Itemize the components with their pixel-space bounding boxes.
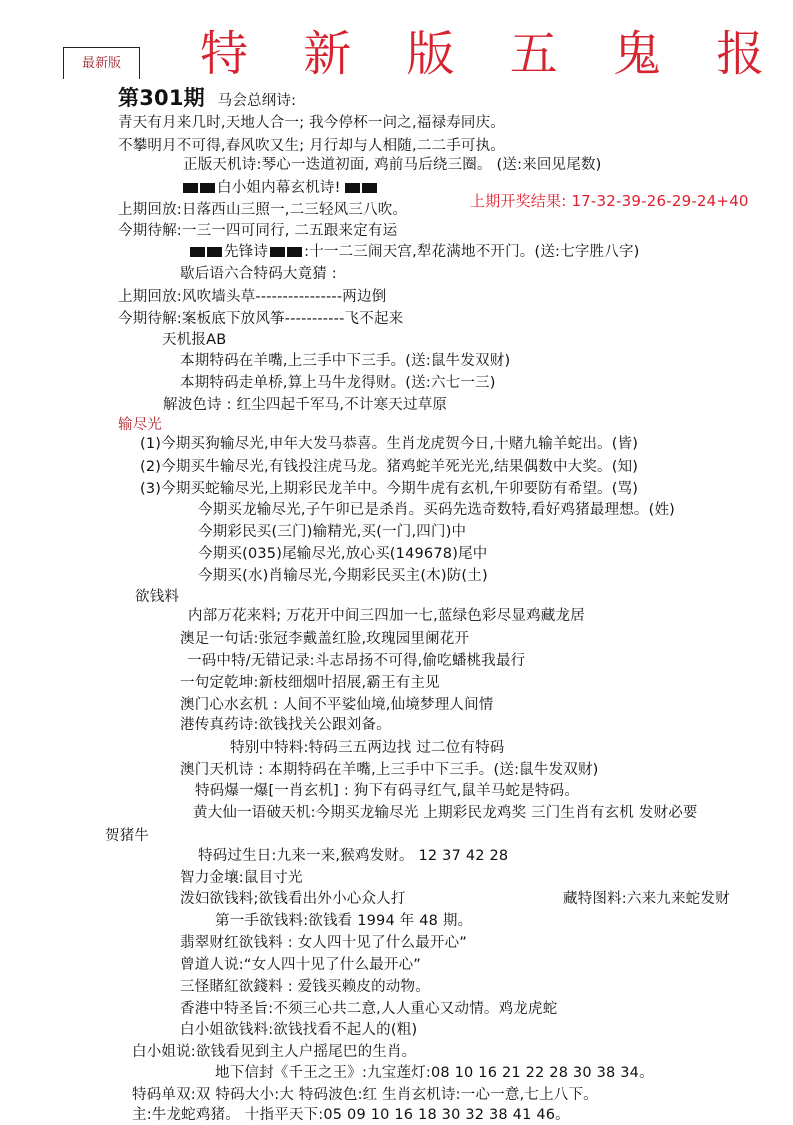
money-item: 澳足一句话:张冠李戴盖红脸,玫瑰园里阑花开 <box>180 631 470 647</box>
money-item: 特别中特料:特码三五两边找 过二位有特码 <box>230 740 505 756</box>
double-bar-icon <box>183 183 198 193</box>
money-item: 一句定乾坤:新枝细烟叶招展,霸王有主见 <box>180 675 440 691</box>
double-bar-icon <box>270 247 285 257</box>
tianji-ab-line: 本期特码在羊嘴,上三手中下三手。(送:鼠牛发双财) <box>180 353 511 369</box>
badge-label: 最新版 <box>82 56 122 71</box>
last-draw-result <box>470 191 749 211</box>
pioneer-poem <box>190 242 640 262</box>
lose-item: 今期买龙输尽光,子午卯已是杀肖。买码先选奇数特,看好鸡猪最理想。(姓) <box>198 502 676 518</box>
money-item: 澳门天机诗 : 本期特码在羊嘴,上三手中下三手。(送:鼠牛发双财) <box>180 762 599 778</box>
double-bar-icon <box>287 247 302 257</box>
money-item: 主:牛龙蛇鸡猪。 十指平天下:05 09 10 16 18 30 32 38 41 46。 <box>132 1107 570 1123</box>
poem-line: 青天有月来几时,天地人合一; 我今停杯一问之,福禄寿同庆。 <box>118 115 506 131</box>
money-item: 地下信封《千王之王》:九宝莲灯:08 10 16 21 22 28 30 38 34。 <box>215 1065 654 1081</box>
money-item: 白小姐欲钱料:欲钱找看不起人的(粗) <box>180 1022 418 1038</box>
current-to-solve: 今期待解:一三一四可同行, 二五跟来定有运 <box>118 223 398 239</box>
money-item: 贺猪牛 <box>105 828 150 844</box>
money-item: 香港中特圣旨:不须三心共二意,人人重心又动情。鸡龙虎蛇 <box>180 1001 558 1017</box>
money-item: 特码爆一爆[一肖玄机] : 狗下有码寻红气,鼠羊马蛇是特码。 <box>195 783 580 799</box>
lose-item: (3)今期买蛇输尽光,上期彩民龙羊中。今期牛虎有玄机,午卯要防有希望。(骂) <box>140 481 639 497</box>
double-bar-icon <box>200 183 215 193</box>
lose-item: (1)今期买狗输尽光,申年大发马恭喜。生肖龙虎贺今日,十赌九输羊蛇出。(皆) <box>140 436 639 452</box>
result-numbers: 17-32-39-26-29-24+40 <box>571 192 749 210</box>
money-item: 澳门心水玄机 : 人间不平娑仙境,仙境梦理人间情 <box>180 697 494 713</box>
money-item: 泼妇欲钱料;欲钱看出外小心众人打 <box>180 891 406 907</box>
money-item: 智力金壤:鼠目寸光 <box>180 870 303 886</box>
bai-xiaojie-poem-heading <box>183 178 379 198</box>
lose-item: 今期买(水)肖输尽光,今期彩民买主(木)防(土) <box>198 568 488 584</box>
money-item: 曾道人说:“女人四十见了什么最开心” <box>180 957 422 973</box>
heading-text: 白小姐内幕玄机诗! <box>217 180 341 196</box>
money-item: 一码中特/无错记录:斗志昂扬不可得,偷吃蟠桃我最行 <box>187 653 526 669</box>
issue-header <box>118 88 296 111</box>
money-item: 内部万花来料; 万花开中间三四加一七,蓝绿色彩尽显鸡藏龙居 <box>188 608 585 624</box>
page-title: 特 新 版 五 鬼 报 <box>200 26 785 82</box>
issue-subtitle: 马会总纲诗: <box>217 93 297 109</box>
money-item: 三怪賭紅欲錢料 : 爱钱买赖皮的动物。 <box>180 979 430 995</box>
tianji-ab-heading: 天机报AB <box>162 332 227 348</box>
money-item: 特码单双:双 特码大小:大 特码波色:红 生肖玄机诗:一心一意,七上八下。 <box>132 1087 598 1103</box>
wave-color-poem: 解波色诗 : 红尘四起千军马,不计寒天过草原 <box>163 397 448 413</box>
money-item: 黄大仙一语破天机:今期买龙输尽光 上期彩民龙鸡奖 三门生肖有玄机 发财必要 <box>193 805 698 821</box>
money-item: 藏特图料:六来九来蛇发财 <box>563 891 730 907</box>
lose-item: 今期彩民买(三门)输精光,买(一门,四门)中 <box>198 524 467 540</box>
result-label: 上期开奖结果: <box>470 192 567 210</box>
double-bar-icon <box>190 247 205 257</box>
double-bar-icon <box>362 183 377 193</box>
last-replay: 上期回放:日落西山三照一,二三轻风三八吹。 <box>118 202 408 218</box>
tianji-ab-line: 本期特码走单桥,算上马牛龙得财。(送:六七一三) <box>180 375 496 391</box>
tianji-poem: 正版天机诗:琴心一迭道初面, 鸡前马后绕三圈。 (送:来回见尾数) <box>183 157 602 173</box>
riddle-heading: 歇后语六合特码大竟猜 : <box>180 266 337 282</box>
money-section-heading: 欲钱料 <box>135 589 180 605</box>
issue-number: 第301期 <box>118 86 205 110</box>
money-item: 特码过生日:九来一来,猴鸡发财。 12 37 42 28 <box>198 848 509 864</box>
money-item: 翡翠财红欲钱料 : 女人四十见了什么最开心” <box>180 935 468 951</box>
pioneer-text: :十一二三闹天宫,犁花满地不开门。(送:七字胜八字) <box>304 244 640 260</box>
money-item: 港传真药诗:欲钱找关公跟刘备。 <box>180 717 391 733</box>
pioneer-label: 先锋诗 <box>224 244 269 260</box>
poem-line: 不攀明月不可得,春风吹又生; 月行却与人相随,二二手可执。 <box>118 138 506 154</box>
money-item: 第一手欲钱料:欲钱看 1994 年 48 期。 <box>215 913 473 929</box>
money-item: 白小姐说:欲钱看见到主人户摇尾巴的生肖。 <box>132 1044 417 1060</box>
riddle-current: 今期待解:案板底下放风筝-----------飞不起来 <box>118 311 404 327</box>
double-bar-icon <box>345 183 360 193</box>
lose-item: (2)今期买牛输尽光,有钱投注虎马龙。猪鸡蛇羊死光光,结果偶数中大奖。(知) <box>140 459 639 475</box>
lose-item: 今期买(035)尾输尽光,放心买(149678)尾中 <box>198 546 488 562</box>
riddle-last: 上期回放:风吹墙头草----------------两边倒 <box>118 289 387 305</box>
latest-edition-badge <box>63 47 140 79</box>
double-bar-icon <box>207 247 222 257</box>
lose-section-heading: 输尽光 <box>118 417 163 433</box>
